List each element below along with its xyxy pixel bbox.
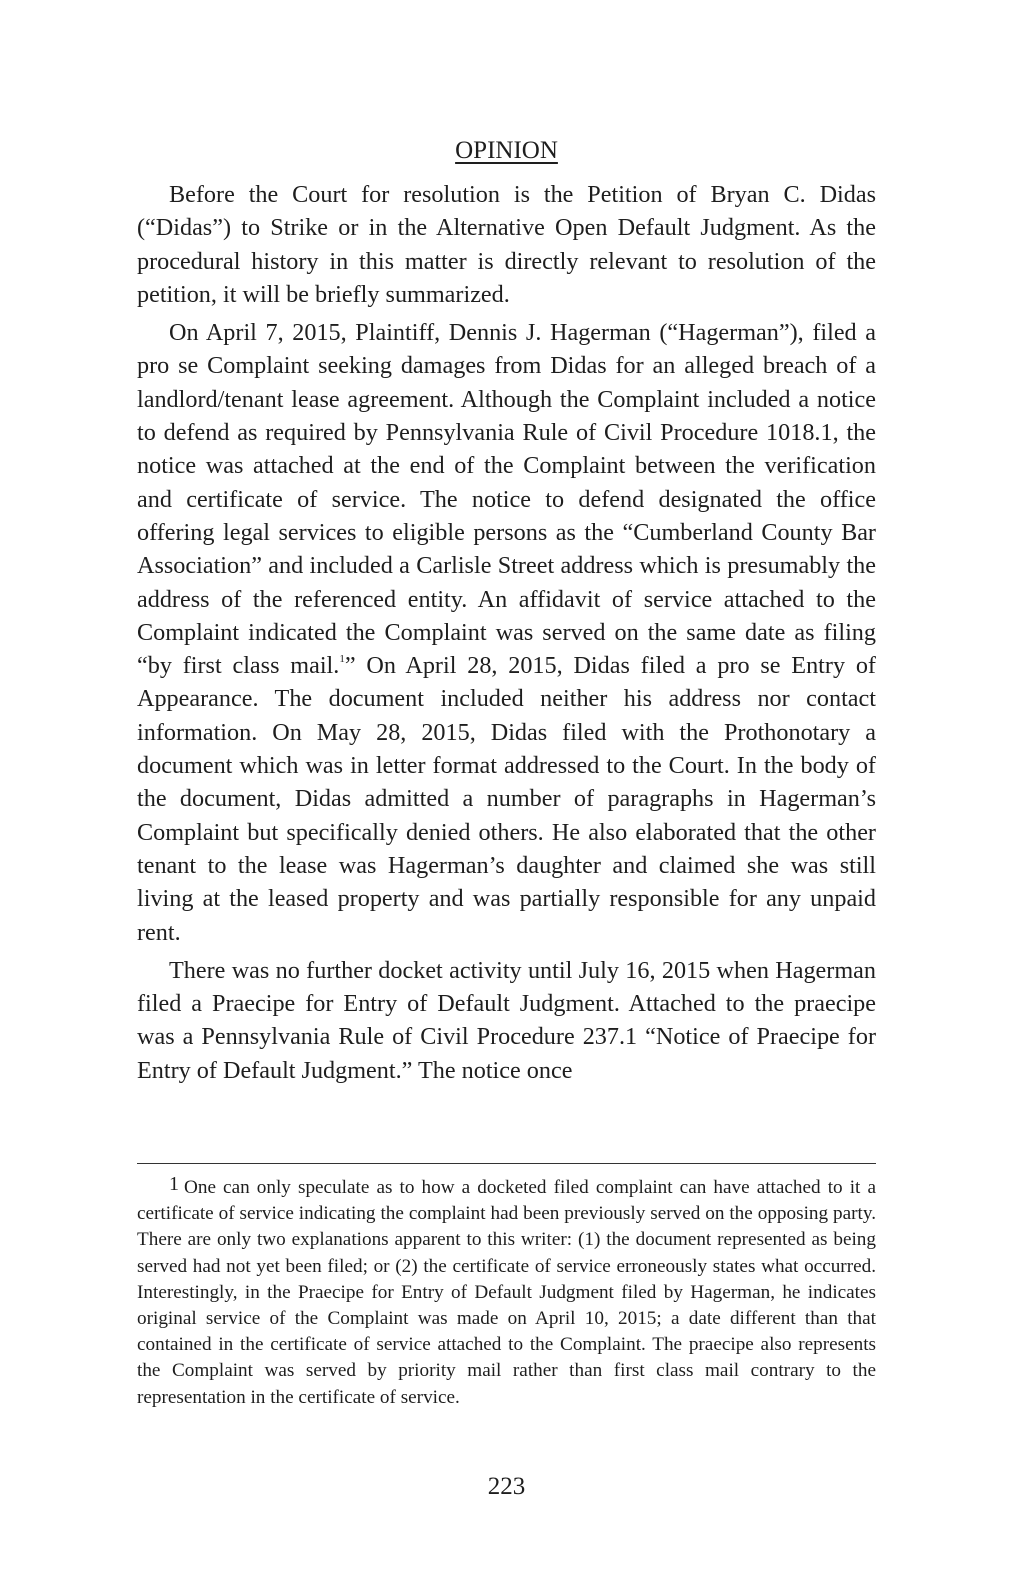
footnote-divider: [137, 1163, 876, 1164]
opinion-heading: OPINION: [455, 137, 558, 164]
opinion-body: [137, 178, 876, 1092]
footnote-reference[interactable]: 1: [339, 653, 345, 666]
paragraph-docket-activity: There was no further docket activity until July 16, 2015 when Hagerman filed a Praecipe for Entry of Default Judgment. Attached to the praecipe was a Pennsylvania Rule of Civil Procedure 237.1 “Notice of Praecipe for Entry of Default Judgment.” The notice once: [137, 956, 876, 1084]
paragraph-intro: Before the Court for resolution is the Petition of Bryan C. Didas (“Didas”) to Strike or in the Alternative Open Default Judgment. As the procedural history in this matter is directly relevant to resolution of the petition, it will be briefly summarized.: [137, 181, 876, 308]
footnote-paragraph: [137, 1175, 876, 1411]
paragraph-procedural-history: [137, 316, 876, 949]
paragraph-text-before-footnote: On April 7, 2015, Plaintiff, Dennis J. Hagerman (“Hagerman”), filed a pro se Complaint seeking damages from Didas for an alleged breach of a landlord/tenant lease agreement. Although the Complaint included a notice to defend as required by Pennsylvania Rule of Civil Procedure 1018.1, the notice was attached at the end of the Complaint between the verification and certificate of service. The notice to defend designated the office offering legal services to eligible persons as the “Cumberland County Bar Association” and included a Carlisle Street address which is presumably the address of the referenced entity. An affidavit of service attached to the Complaint indicated the Complaint was served on the same date as filing “by first class mail.: [137, 319, 876, 680]
page-number: 223: [487, 1473, 526, 1500]
footnote-number: 1: [169, 1173, 179, 1195]
footnote-text: One can only speculate as to how a docketed filed complaint can have attached to it a certificate of service indicating the complaint had been previously served on the opposing party. There are only two explanations apparent to this writer: (1) the document represented as being served had not yet been filed; or (2) the certificate of service erroneously states what occurred. Interestingly, in the Praecipe for Entry of Default Judgment filed by Hagerman, he indicates original service of the Complaint was made on April 10, 2015; a date different than that contained in the certificate of service attached to the Complaint. The praecipe also represents the Complaint was served by priority mail rather than first class mail contrary to the representation in the certificate of service.: [137, 1177, 876, 1408]
paragraph-text-after-footnote: ” On April 28, 2015, Didas filed a pro se Entry of Appearance. The document included neither his address nor contact information. On May 28, 2015, Didas filed with the Prothonotary a document which was in letter format addressed to the Court. In the body of the document, Didas admitted a number of paragraphs in Hagerman’s Complaint but specifically denied others. He also elaborated that the other tenant to the lease was Hagerman’s daughter and claimed she was still living at the leased property and was partially responsible for any unpaid rent.: [137, 652, 876, 946]
footnote: [137, 1175, 876, 1411]
